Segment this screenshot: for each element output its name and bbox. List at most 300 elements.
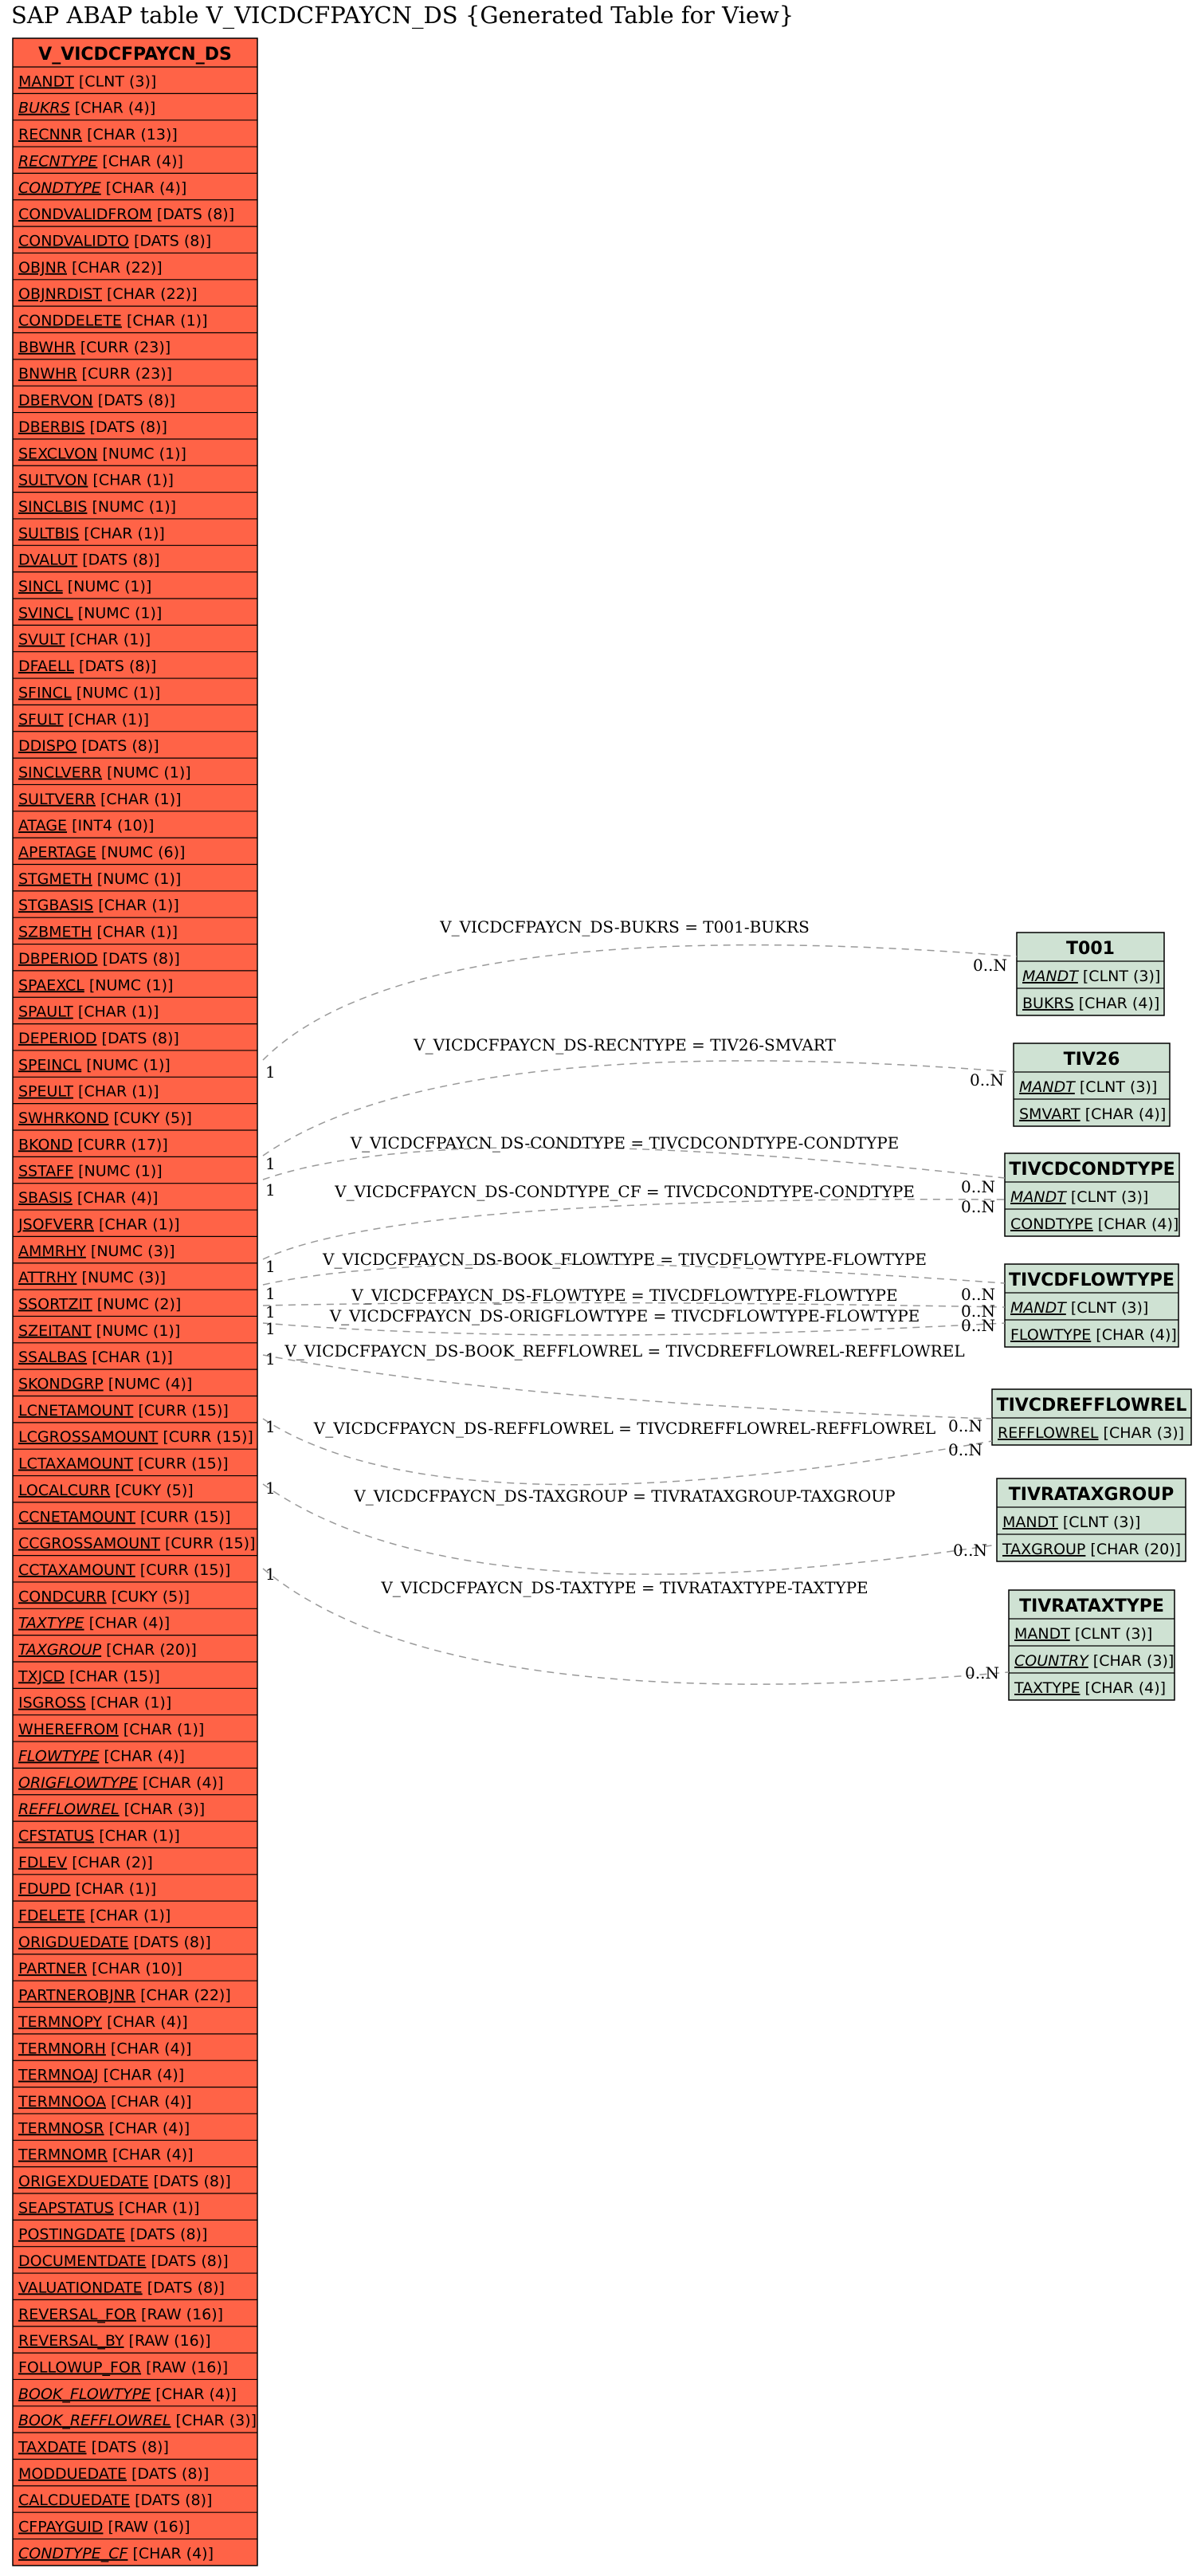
field-row-termnooa	[18, 2093, 192, 2111]
field-row-cctaxamount	[18, 1561, 230, 1579]
field-row-mandt	[18, 73, 156, 90]
field-row-mandt	[1010, 1188, 1148, 1206]
field-name: TAXGROUP	[1002, 1541, 1086, 1558]
field-type: [CHAR (1)]	[113, 2199, 200, 2217]
field-row-termnomr	[18, 2146, 194, 2164]
field-name: REFFLOWREL	[998, 1424, 1099, 1442]
field-type: [CHAR (1)]	[118, 1721, 205, 1739]
field-row-lcgrossamount	[18, 1428, 253, 1446]
cardinality-from: 1	[265, 1154, 276, 1173]
field-name: DBPERIOD	[18, 949, 98, 968]
table-title: TIVRATAXTYPE	[1019, 1596, 1164, 1616]
cardinality-to: 0..N	[965, 1663, 999, 1683]
table-tivrataxgroup	[997, 1478, 1186, 1561]
field-name: REVERSAL_FOR	[18, 2305, 136, 2323]
table-tivcdflowtype	[1005, 1264, 1179, 1347]
field-type: [CHAR (4)]	[69, 99, 156, 117]
field-type: [CUKY (5)]	[110, 1481, 194, 1499]
field-row-mandt	[1022, 968, 1160, 985]
field-type: [CUKY (5)]	[108, 1109, 192, 1127]
field-name: SULTVERR	[18, 790, 96, 808]
field-type: [CURR (23)]	[75, 338, 171, 356]
field-name: PARTNEROBJNR	[18, 1986, 136, 2005]
field-name: SULTBIS	[18, 524, 80, 543]
field-row-cfstatus	[18, 1827, 180, 1844]
field-type: [NUMC (4)]	[103, 1375, 193, 1393]
field-name: JSOFVERR	[18, 1215, 94, 1234]
field-name: COUNTRY	[1014, 1652, 1088, 1670]
field-type: [RAW (16)]	[124, 2332, 211, 2350]
field-type: [NUMC (3)]	[76, 1269, 167, 1287]
field-row-lcnetamount	[18, 1402, 229, 1420]
field-row-dvalut	[18, 552, 160, 569]
field-name: LOCALCURR	[18, 1481, 111, 1499]
field-row-taxgroup	[18, 1641, 197, 1659]
field-type: [CHAR (15)]	[65, 1667, 160, 1686]
field-row-bbwhr	[18, 339, 171, 356]
table-tivcdrefflowrel	[992, 1389, 1191, 1445]
field-type: [CHAR (4)]	[107, 2146, 194, 2164]
field-row-sfincl	[18, 684, 160, 701]
field-type: [NUMC (1)]	[62, 578, 152, 595]
field-name: DVALUT	[18, 551, 78, 569]
cardinality-from: 1	[265, 1565, 276, 1584]
field-type: [DATS (8)]	[96, 1029, 179, 1047]
field-row-stgmeth	[18, 870, 181, 888]
field-name: DEPERIOD	[18, 1029, 97, 1047]
field-type: [CHAR (1)]	[93, 1215, 180, 1234]
field-type: [CURR (15)]	[133, 1401, 229, 1420]
field-name: TAXTYPE	[18, 1614, 84, 1632]
field-row-condtype	[1010, 1215, 1179, 1233]
field-row-cfpayguid	[18, 2519, 190, 2536]
field-type: [CURR (23)]	[76, 365, 173, 383]
field-type: [CHAR (4)]	[100, 179, 187, 197]
field-name: RECNNR	[18, 126, 83, 144]
field-name: CALCDUEDATE	[18, 2492, 131, 2510]
field-name: ORIGDUEDATE	[18, 1933, 129, 1951]
field-row-seapstatus	[18, 2199, 199, 2217]
table-title: TIVCDREFFLOWREL	[996, 1396, 1187, 1416]
field-name: MANDT	[1010, 1299, 1066, 1317]
field-type: [CHAR (1)]	[84, 1906, 171, 1925]
field-type: [CHAR (1)]	[73, 1003, 159, 1021]
field-type: [DATS (8)]	[84, 418, 167, 436]
field-row-condvalidto	[18, 232, 211, 249]
field-name: DBERVON	[18, 391, 93, 410]
field-type: [CHAR (1)]	[94, 1827, 180, 1845]
cardinality-to: 0..N	[961, 1177, 995, 1196]
field-name: SKONDGRP	[18, 1375, 104, 1393]
relation-label: V_VICDCFPAYCN_DS-BUKRS = T001-BUKRS	[440, 917, 810, 937]
field-row-bkond	[18, 1136, 168, 1153]
field-type: [CHAR (3)]	[171, 2412, 257, 2430]
field-name: FLOWTYPE	[1010, 1326, 1092, 1344]
field-name: TAXDATE	[18, 2438, 87, 2456]
field-row-fdupd	[18, 1880, 156, 1898]
field-row-partner	[18, 1960, 182, 1977]
field-row-wherefrom	[18, 1721, 204, 1738]
field-name: CONDTYPE	[1010, 1215, 1093, 1233]
field-name: STGMETH	[18, 870, 92, 888]
field-name: AMMRHY	[18, 1242, 86, 1260]
table-title: TIV26	[1063, 1050, 1120, 1070]
cardinality-to: 0..N	[948, 1440, 982, 1459]
field-type: [CLNT (3)]	[1065, 1188, 1149, 1206]
field-row-termnoaj	[18, 2067, 184, 2084]
field-row-apertage	[18, 844, 185, 862]
field-name: LCGROSSAMOUNT	[18, 1428, 159, 1447]
field-name: CONDTYPE_CF	[18, 2544, 128, 2562]
field-row-fdelete	[18, 1907, 171, 1925]
field-row-country	[1014, 1652, 1174, 1670]
field-row-smvart	[1019, 1105, 1166, 1123]
field-name: CONDCURR	[18, 1588, 107, 1606]
field-name: ATTRHY	[18, 1269, 77, 1287]
field-row-dbervon	[18, 392, 175, 410]
field-row-speincl	[18, 1056, 171, 1074]
relation-label: V_VICDCFPAYCN_DS-TAXGROUP = TIVRATAXGROUP-TAXGROUP	[354, 1486, 896, 1506]
field-row-book-refflowrel	[18, 2412, 257, 2429]
field-name: DBERBIS	[18, 418, 85, 436]
table-tivrataxtype	[1009, 1590, 1175, 1700]
field-row-sbasis	[18, 1189, 158, 1207]
relation-line	[263, 1355, 992, 1419]
field-row-ammrhy	[18, 1243, 175, 1260]
field-type: [CURR (17)]	[73, 1136, 168, 1154]
table-v-vicdcfpaycn-ds	[13, 38, 257, 2566]
field-name: ORIGFLOWTYPE	[18, 1773, 138, 1792]
field-name: CONDDELETE	[18, 312, 122, 330]
field-name: REVERSAL_BY	[18, 2332, 124, 2350]
field-type: [CLNT (3)]	[1069, 1625, 1153, 1643]
field-type: [CURR (15)]	[159, 1534, 256, 1553]
field-name: TAXGROUP	[18, 1641, 102, 1659]
field-row-lctaxamount	[18, 1455, 229, 1473]
field-row-condvalidfrom	[18, 206, 234, 223]
field-name: CFPAYGUID	[18, 2518, 104, 2536]
relation-label: V_VICDCFPAYCN_DS-BOOK_FLOWTYPE = TIVCDFLOWTYPE-FLOWTYPE	[323, 1250, 927, 1269]
field-type: [NUMC (1)]	[71, 684, 161, 702]
relation-label: V_VICDCFPAYCN_DS-CONDTYPE = TIVCDCONDTYPE-CONDTYPE	[350, 1133, 900, 1153]
field-type: [NUMC (1)]	[92, 870, 182, 888]
field-type: [CHAR (4)]	[1091, 1326, 1177, 1344]
field-row-book-flowtype	[18, 2386, 237, 2403]
field-type: [CHAR (22)]	[67, 258, 163, 277]
field-type: [CHAR (1)]	[79, 524, 165, 543]
field-name: MODDUEDATE	[18, 2464, 127, 2483]
field-row-refflowrel	[998, 1424, 1184, 1442]
field-type: [CLNT (3)]	[1074, 1078, 1158, 1096]
field-row-ddispo	[18, 737, 159, 755]
field-name: MANDT	[1019, 1078, 1075, 1096]
field-name: SINCL	[18, 578, 63, 595]
relation-label: V_VICDCFPAYCN_DS-RECNTYPE = TIV26-SMVART	[414, 1035, 836, 1054]
field-type: [DATS (8)]	[126, 2464, 210, 2483]
field-row-szbmeth	[18, 924, 178, 941]
field-row-condtype	[18, 179, 186, 197]
field-type: [CLNT (3)]	[1065, 1299, 1149, 1317]
field-type: [CHAR (4)]	[127, 2544, 214, 2562]
field-row-reversal-for	[18, 2306, 223, 2323]
field-type: [DATS (8)]	[125, 2225, 208, 2244]
cardinality-from: 1	[265, 1180, 276, 1200]
field-name: MANDT	[1010, 1188, 1066, 1206]
field-name: CFSTATUS	[18, 1827, 95, 1845]
field-row-postingdate	[18, 2226, 207, 2244]
field-name: BUKRS	[1022, 995, 1074, 1012]
field-row-sinclbis	[18, 498, 176, 516]
field-type: [NUMC (3)]	[85, 1242, 175, 1260]
cardinality-to: 0..N	[953, 1541, 987, 1560]
field-type: [CHAR (22)]	[101, 285, 198, 304]
field-name: FDELETE	[18, 1906, 85, 1925]
field-row-ssortzit	[18, 1295, 181, 1313]
field-name: BOOK_REFFLOWREL	[18, 2412, 171, 2430]
field-name: ATAGE	[18, 817, 68, 835]
field-name: SPAULT	[18, 1003, 73, 1021]
field-row-termnosr	[18, 2119, 190, 2137]
field-name: WHEREFROM	[18, 1721, 119, 1739]
field-name: FDLEV	[18, 1853, 68, 1871]
field-name: TERMNOMR	[18, 2146, 108, 2164]
field-name: SZBMETH	[18, 923, 92, 941]
field-type: [NUMC (1)]	[102, 764, 191, 782]
field-name: SINCLVERR	[18, 764, 103, 782]
field-name: ISGROSS	[18, 1694, 86, 1712]
field-name: CCGROSSAMOUNT	[18, 1534, 160, 1553]
relation-label: V_VICDCFPAYCN_DS-FLOWTYPE = TIVCDFLOWTYPE-FLOWTYPE	[351, 1286, 898, 1305]
cardinality-to: 0..N	[970, 1070, 1004, 1090]
field-row-origflowtype	[18, 1774, 223, 1792]
field-row-txjcd	[18, 1667, 160, 1685]
table-title: TIVCDCONDTYPE	[1009, 1160, 1175, 1180]
relation-10	[263, 1478, 997, 1574]
field-name: TXJCD	[18, 1667, 65, 1686]
field-type: [RAW (16)]	[136, 2305, 224, 2323]
field-row-taxtype	[18, 1615, 170, 1632]
field-type: [CHAR (4)]	[105, 2040, 192, 2058]
relation-9	[263, 1417, 992, 1485]
field-name: RECNTYPE	[18, 152, 98, 171]
field-row-recnnr	[18, 126, 178, 143]
field-row-valuationdate	[18, 2279, 225, 2296]
field-name: DDISPO	[18, 737, 77, 756]
field-type: [CHAR (4)]	[1080, 1105, 1167, 1123]
field-type: [RAW (16)]	[141, 2358, 229, 2377]
field-name: CONDVALIDTO	[18, 232, 129, 250]
field-row-bukrs	[1022, 995, 1159, 1012]
field-type: [CURR (15)]	[133, 1455, 229, 1473]
field-row-fdlev	[18, 1854, 153, 1871]
field-row-stgbasis	[18, 897, 179, 914]
cardinality-from: 1	[265, 1478, 276, 1498]
field-name: CONDTYPE	[18, 179, 101, 197]
field-type: [CHAR (1)]	[70, 1880, 157, 1899]
field-type: [CHAR (1)]	[63, 710, 150, 728]
table-title: TIVRATAXGROUP	[1008, 1485, 1175, 1505]
cardinality-to: 0..N	[961, 1197, 995, 1216]
field-type: [CHAR (4)]	[84, 1614, 171, 1632]
field-name: POSTINGDATE	[18, 2225, 126, 2244]
field-row-spault	[18, 1003, 159, 1021]
field-type: [DATS (8)]	[128, 1933, 211, 1951]
field-type: [CURR (15)]	[158, 1428, 253, 1447]
field-type: [NUMC (1)]	[84, 976, 174, 995]
field-row-condcurr	[18, 1588, 190, 1605]
field-row-sultverr	[18, 791, 182, 808]
field-type: [CHAR (10)]	[87, 1960, 182, 1978]
field-name: SMVART	[1019, 1105, 1080, 1123]
field-name: TERMNORH	[18, 2040, 106, 2058]
field-name: CCNETAMOUNT	[18, 1508, 135, 1526]
field-name: TERMNOAJ	[18, 2066, 99, 2084]
field-type: [CHAR (22)]	[135, 1986, 231, 2005]
field-type: [RAW (16)]	[103, 2518, 190, 2536]
field-row-documentdate	[18, 2252, 229, 2270]
field-row-taxgroup	[1002, 1541, 1181, 1558]
field-type: [CHAR (4)]	[102, 2012, 188, 2031]
relation-label: V_VICDCFPAYCN_DS-TAXTYPE = TIVRATAXTYPE-TAXTYPE	[381, 1578, 869, 1597]
field-row-calcduedate	[18, 2492, 212, 2509]
cardinality-to: 0..N	[961, 1302, 995, 1321]
field-row-attrhy	[18, 1269, 166, 1286]
field-row-isgross	[18, 1694, 171, 1712]
field-type: [NUMC (1)]	[73, 1162, 163, 1180]
field-row-reversal-by	[18, 2332, 211, 2350]
field-name: LCTAXAMOUNT	[18, 1455, 134, 1473]
field-row-dberbis	[18, 418, 167, 436]
field-type: [CHAR (1)]	[65, 630, 151, 649]
field-row-flowtype	[18, 1747, 185, 1765]
table-tiv26	[1014, 1043, 1170, 1126]
field-row-refflowrel	[18, 1800, 205, 1818]
relation-label: V_VICDCFPAYCN_DS-REFFLOWREL = TIVCDREFFLOWREL-REFFLOWREL	[313, 1419, 936, 1438]
field-name: SVINCL	[18, 604, 73, 622]
field-name: SEAPSTATUS	[18, 2199, 114, 2217]
field-row-ccgrossamount	[18, 1535, 255, 1553]
cardinality-from: 1	[265, 1319, 276, 1338]
field-type: [CLNT (3)]	[1057, 1514, 1141, 1531]
field-name: SPEINCL	[18, 1056, 82, 1074]
field-type: [CHAR (4)]	[72, 1189, 159, 1208]
field-row-origexduedate	[18, 2173, 231, 2190]
cardinality-from: 1	[265, 1062, 276, 1082]
field-row-conddelete	[18, 312, 207, 330]
field-type: [CHAR (4)]	[97, 152, 183, 171]
field-name: MANDT	[18, 73, 74, 91]
field-row-sinclverr	[18, 764, 191, 781]
field-row-taxtype	[1014, 1679, 1166, 1697]
cardinality-to: 0..N	[961, 1316, 995, 1335]
field-type: [CHAR (4)]	[106, 2092, 192, 2111]
relation-label: V_VICDCFPAYCN_DS-CONDTYPE_CF = TIVCDCONDTYPE-CONDTYPE	[335, 1182, 915, 1201]
relation-11	[263, 1565, 1009, 1684]
field-type: [NUMC (1)]	[87, 497, 177, 516]
field-type: [CHAR (1)]	[88, 471, 174, 489]
field-name: SPAEXCL	[18, 976, 84, 995]
field-row-recntype	[18, 152, 183, 170]
field-name: DOCUMENTDATE	[18, 2252, 147, 2271]
field-row-flowtype	[1010, 1326, 1177, 1344]
field-name: SWHRKOND	[18, 1109, 109, 1127]
field-name: MANDT	[1022, 968, 1078, 985]
field-type: [CHAR (20)]	[101, 1641, 197, 1659]
field-name: SZEITANT	[18, 1321, 92, 1340]
field-row-termnopy	[18, 2013, 188, 2031]
field-row-origduedate	[18, 1934, 211, 1951]
field-type: [CHAR (3)]	[1098, 1424, 1185, 1442]
field-row-jsofverr	[18, 1215, 180, 1233]
field-type: [CHAR (1)]	[85, 1694, 172, 1712]
field-name: STGBASIS	[18, 897, 94, 915]
table-title: T001	[1066, 939, 1115, 959]
relation-2	[263, 1035, 1014, 1173]
field-type: [CHAR (4)]	[1080, 1679, 1167, 1697]
field-type: [CHAR (4)]	[104, 2119, 190, 2138]
field-name: TERMNOPY	[18, 2012, 103, 2031]
field-type: [CURR (15)]	[135, 1508, 231, 1526]
field-type: [CHAR (4)]	[1092, 1215, 1179, 1233]
cardinality-to: 0..N	[948, 1416, 982, 1435]
field-type: [NUMC (1)]	[97, 445, 186, 463]
relation-1	[263, 917, 1017, 1082]
cardinality-from: 1	[265, 1302, 276, 1321]
field-row-svincl	[18, 604, 162, 622]
relation-label: V_VICDCFPAYCN_DS-BOOK_REFFLOWREL = TIVCDREFFLOWREL-REFFLOWREL	[284, 1341, 965, 1361]
field-name: TAXTYPE	[1014, 1679, 1080, 1697]
field-row-deperiod	[18, 1030, 179, 1047]
field-type: [CHAR (20)]	[1085, 1541, 1182, 1558]
field-name: TERMNOOA	[18, 2092, 106, 2111]
field-row-mandt	[1019, 1078, 1157, 1096]
field-type: [NUMC (1)]	[91, 1321, 181, 1340]
field-name: PARTNER	[18, 1960, 88, 1978]
field-row-bnwhr	[18, 365, 172, 383]
table-t001	[1017, 933, 1164, 1015]
field-row-speult	[18, 1083, 159, 1101]
field-name: LCNETAMOUNT	[18, 1401, 134, 1420]
field-type: [DATS (8)]	[142, 2279, 225, 2297]
field-row-skondgrp	[18, 1376, 192, 1393]
field-type: [CHAR (4)]	[99, 1747, 185, 1765]
table-title: V_VICDCFPAYCN_DS	[38, 45, 232, 65]
field-row-mandt	[1014, 1625, 1152, 1643]
field-row-taxdate	[18, 2439, 169, 2456]
table-title: TIVCDFLOWTYPE	[1009, 1270, 1175, 1290]
field-name: SULTVON	[18, 471, 88, 489]
page-title: SAP ABAP table V_VICDCFPAYCN_DS {Generated Table for View}	[11, 2, 794, 29]
field-row-szeitant	[18, 1322, 180, 1340]
field-row-modduedate	[18, 2465, 209, 2483]
field-row-sultbis	[18, 524, 165, 542]
field-row-partnerobjnr	[18, 1987, 231, 2005]
field-name: BUKRS	[18, 99, 70, 117]
field-name: TERMNOSR	[18, 2119, 104, 2138]
field-type: [CHAR (13)]	[82, 126, 178, 144]
field-name: SPEULT	[18, 1082, 74, 1101]
field-row-dfaell	[18, 658, 156, 675]
cardinality-to: 0..N	[973, 956, 1007, 975]
field-type: [CHAR (1)]	[92, 923, 178, 941]
field-type: [DATS (8)]	[77, 551, 160, 569]
field-type: [DATS (8)]	[128, 232, 212, 250]
field-type: [NUMC (1)]	[81, 1056, 171, 1074]
field-name: BOOK_FLOWTYPE	[18, 2385, 151, 2403]
field-name: VALUATIONDATE	[18, 2279, 143, 2297]
field-row-sstaff	[18, 1163, 163, 1180]
field-row-sfult	[18, 711, 149, 728]
